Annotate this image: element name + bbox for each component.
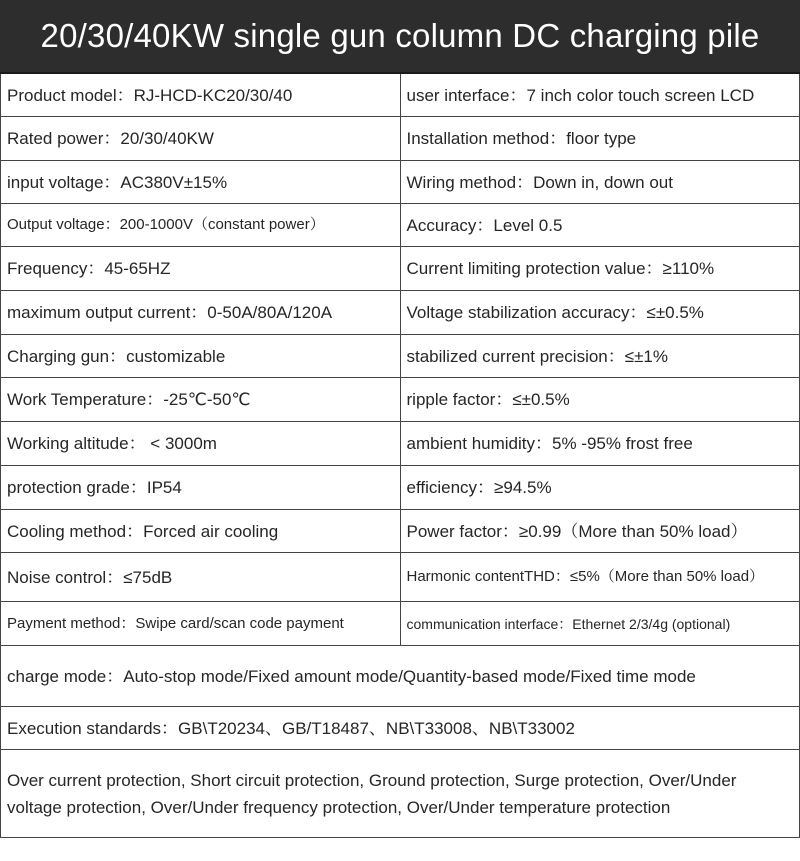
table-row [1,510,800,553]
spec-table [0,74,800,838]
table-row [1,466,800,510]
spec-input-voltage: input voltage：AC380V±15% [1,161,401,203]
spec-cooling-method: Cooling method：Forced air cooling [1,510,401,552]
spec-wiring-method: Wiring method：Down in, down out [401,161,800,203]
spec-payment-method: Payment method：Swipe card/scan code payment [1,602,401,645]
table-row [1,117,800,161]
table-row [1,291,800,335]
table-row [1,602,800,646]
table-row [1,247,800,291]
spec-power-factor: Power factor：≥0.99（More than 50% load） [401,510,800,552]
spec-protection-grade: protection grade：IP54 [1,466,401,509]
table-row [1,422,800,466]
spec-communication-interface: communication interface：Ethernet 2/3/4g (optional) [401,602,800,645]
spec-installation-method: Installation method：floor type [401,117,800,160]
spec-ambient-humidity: ambient humidity：5% -95% frost free [401,422,800,465]
spec-work-temperature: Work Temperature：-25℃-50℃ [1,378,401,421]
spec-output-voltage: Output voltage：200-1000V（constant power） [1,204,401,246]
spec-max-output-current: maximum output current：0-50A/80A/120A [1,291,401,334]
table-row [1,707,800,750]
table-row [1,553,800,602]
table-row [1,204,800,247]
table-row [1,74,800,117]
table-row [1,335,800,378]
spec-frequency: Frequency：45-65HZ [1,247,401,290]
table-row [1,750,800,838]
table-row [1,646,800,707]
spec-current-precision: stabilized current precision：≤±1% [401,335,800,377]
spec-rated-power: Rated power：20/30/40KW [1,117,401,160]
spec-protection-list: Over current protection, Short circuit protection, Ground protection, Surge protection, Over/Under voltage protection, Over/Under frequency protection, Over/Under temperature protection [1,750,800,837]
table-row [1,161,800,204]
page-title: 20/30/40KW single gun column DC charging pile [0,0,800,74]
spec-voltage-stabilization: Voltage stabilization accuracy：≤±0.5% [401,291,800,334]
spec-ripple-factor: ripple factor：≤±0.5% [401,378,800,421]
spec-user-interface: user interface：7 inch color touch screen LCD [401,74,800,116]
spec-execution-standards: Execution standards：GB\T20234、GB/T18487、NB\T33008、NB\T33002 [1,707,800,749]
spec-noise-control: Noise control：≤75dB [1,553,401,601]
spec-current-limiting: Current limiting protection value：≥110% [401,247,800,290]
spec-charge-mode: charge mode：Auto-stop mode/Fixed amount mode/Quantity-based mode/Fixed time mode [1,646,800,706]
spec-efficiency: efficiency：≥94.5% [401,466,800,509]
spec-working-altitude: Working altitude： < 3000m [1,422,401,465]
spec-accuracy: Accuracy：Level 0.5 [401,204,800,246]
spec-charging-gun: Charging gun：customizable [1,335,401,377]
spec-harmonic-content: Harmonic contentTHD：≤5%（More than 50% load） [401,553,800,601]
table-row [1,378,800,422]
spec-product-model: Product model：RJ-HCD-KC20/30/40 [1,74,401,116]
